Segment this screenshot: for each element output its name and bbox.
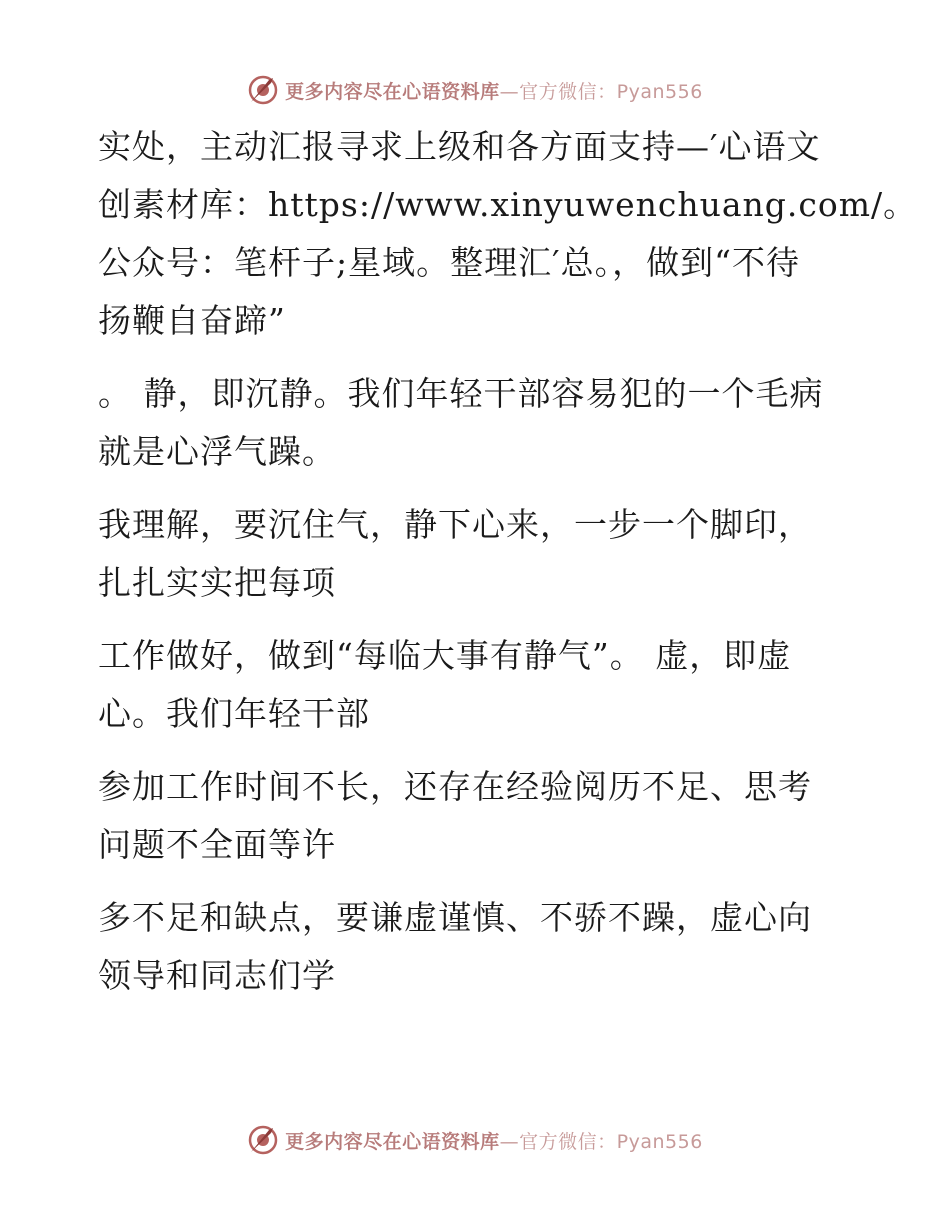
text-line: 多不足和缺点，要谦虚谨慎、不骄不躁，虚心向	[98, 898, 812, 937]
quill-logo-icon	[247, 74, 279, 106]
text-line: 问题不全面等许	[98, 825, 336, 864]
footer-banner-text: 更多内容尽在心语资料库—官方微信：Pyan556	[285, 1130, 703, 1153]
paragraph	[98, 365, 858, 481]
text-line: 。 静，即沉静。我们年轻干部容易犯的一个毛病	[98, 374, 824, 413]
paragraph	[98, 496, 858, 612]
header-banner	[0, 70, 950, 110]
text-line: 心。我们年轻干部	[98, 694, 370, 733]
paragraph	[98, 627, 858, 743]
text-line: 领导和同志们学	[98, 956, 336, 995]
header-banner-text: 更多内容尽在心语资料库—官方微信：Pyan556	[285, 80, 703, 103]
text-line: 公众号：笔杆子;星域。整理汇′总。，做到“不待	[98, 243, 800, 282]
text-line: 我理解，要沉住气，静下心来，一步一个脚印，	[98, 505, 812, 544]
paragraph	[98, 118, 918, 350]
text-line: 扬鞭自奋蹄”	[98, 301, 286, 340]
text-line: 就是心浮气躁。	[98, 432, 336, 471]
quill-logo-icon	[247, 1124, 279, 1156]
text-line: 创素材库：https://www.xinyuwenchuang.com/。	[98, 185, 918, 224]
document-body	[98, 118, 918, 1020]
text-line: 实处，主动汇报寻求上级和各方面支持—′心语文	[98, 127, 821, 166]
text-line: 扎扎实实把每项	[98, 563, 336, 602]
paragraph	[98, 758, 858, 874]
text-line: 参加工作时间不长，还存在经验阅历不足、思考	[98, 767, 812, 806]
text-line: 工作做好，做到“每临大事有静气”。 虚，即虚	[98, 636, 792, 675]
footer-banner	[0, 1120, 950, 1160]
paragraph	[98, 889, 858, 1005]
